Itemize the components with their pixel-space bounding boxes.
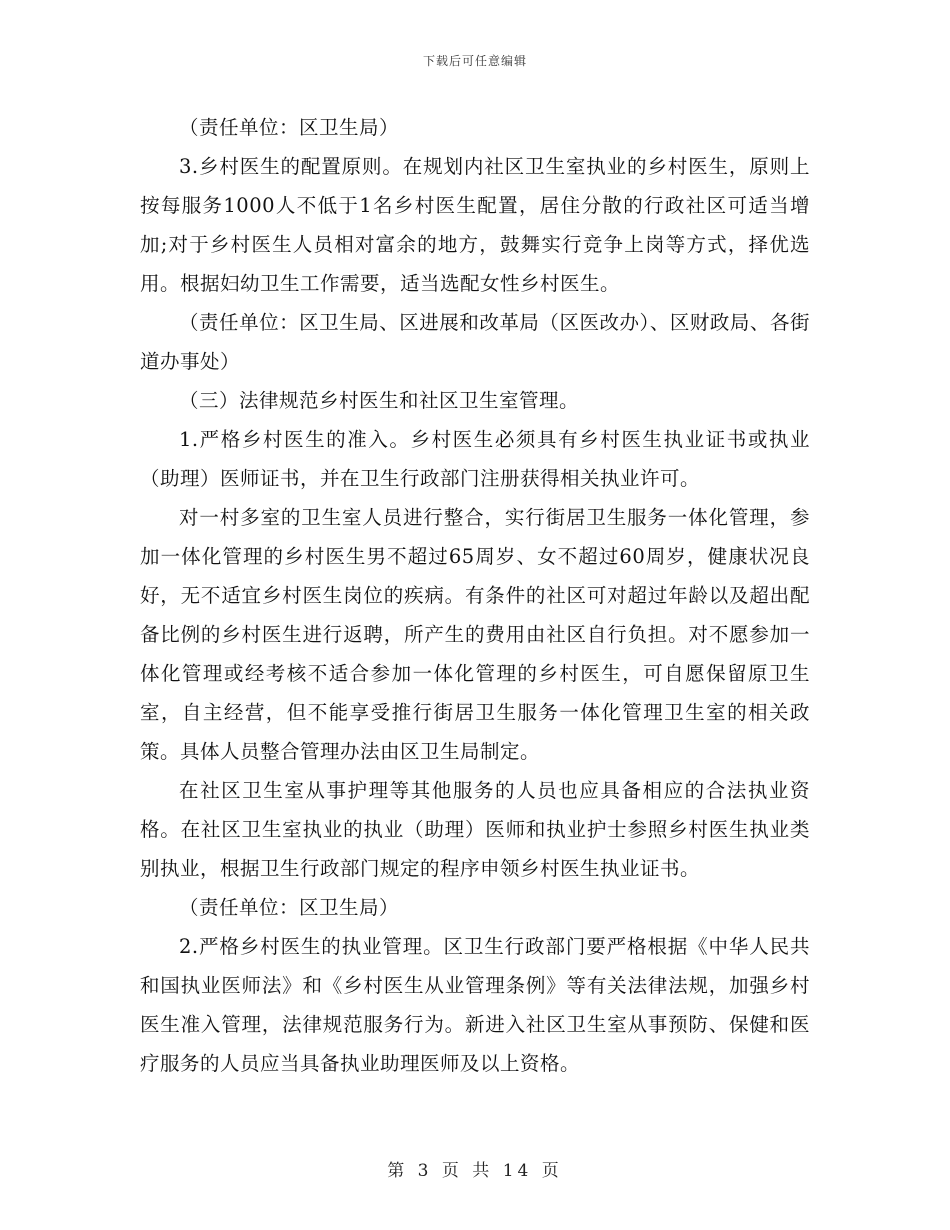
doctor-access-paragraph: 1.严格乡村医生的准入。乡村医生必须具有乡村医生执业证书或执业（助理）医师证书，并在卫生行政部门注册获得相关执业许可。 <box>140 428 810 490</box>
section-heading: （三）法律规范乡村医生和社区卫生室管理。 <box>179 389 580 412</box>
nursing-qualification-paragraph: 在社区卫生室从事护理等其他服务的人员也应具备相应的合法执业资格。在社区卫生室执业的执业（助理）医师和执业护士参照乡村医生执业类别执业，根据卫生行政部门规定的程序申领乡村医生执业证书。 <box>140 779 810 880</box>
page-header: 下载后可任意编辑 <box>422 54 527 68</box>
doctor-allocation-paragraph: 3.乡村医生的配置原则。在规划内社区卫生室执业的乡村医生，原则上按每服务1000人不低于1名乡村医生配置，居住分散的行政社区可适当增加;对于乡村医生人员相对富余的地方，鼓舞实行竞争上岗等方式，择优选用。根据妇幼卫生工作需要，适当选配女性乡村医生。 <box>140 155 810 295</box>
page-footer: 第 3 页 共 14 页 <box>387 1161 563 1181</box>
responsibility-unit-paragraph: （责任单位：区卫生局） <box>179 116 400 139</box>
document-body <box>140 108 810 1083</box>
responsibility-unit-paragraph: （责任单位：区卫生局） <box>179 896 400 919</box>
responsibility-unit-paragraph: （责任单位：区卫生局、区进展和改革局（区医改办）、区财政局、各街道办事处） <box>140 311 810 373</box>
practice-management-paragraph: 2.严格乡村医生的执业管理。区卫生行政部门要严格根据《中华人民共和国执业医师法》和《乡村医生从业管理条例》等有关法律法规，加强乡村医生准入管理，法律规范服务行为。新进入社区卫生室从事预防、保健和医疗服务的人员应当具备执业助理医师及以上资格。 <box>140 935 810 1075</box>
personnel-integration-paragraph: 对一村多室的卫生室人员进行整合，实行街居卫生服务一体化管理，参加一体化管理的乡村医生男不超过65周岁、女不超过60周岁，健康状况良好，无不适宜乡村医生岗位的疾病。有条件的社区可对超过年龄以及超出配备比例的乡村医生进行返聘，所产生的费用由社区自行负担。对不愿参加一体化管理或经考核不适合参加一体化管理的乡村医生，可自愿保留原卫生室，自主经营，但不能享受推行街居卫生服务一体化管理卫生室的相关政策。具体人员整合管理办法由区卫生局制定。 <box>140 506 810 763</box>
